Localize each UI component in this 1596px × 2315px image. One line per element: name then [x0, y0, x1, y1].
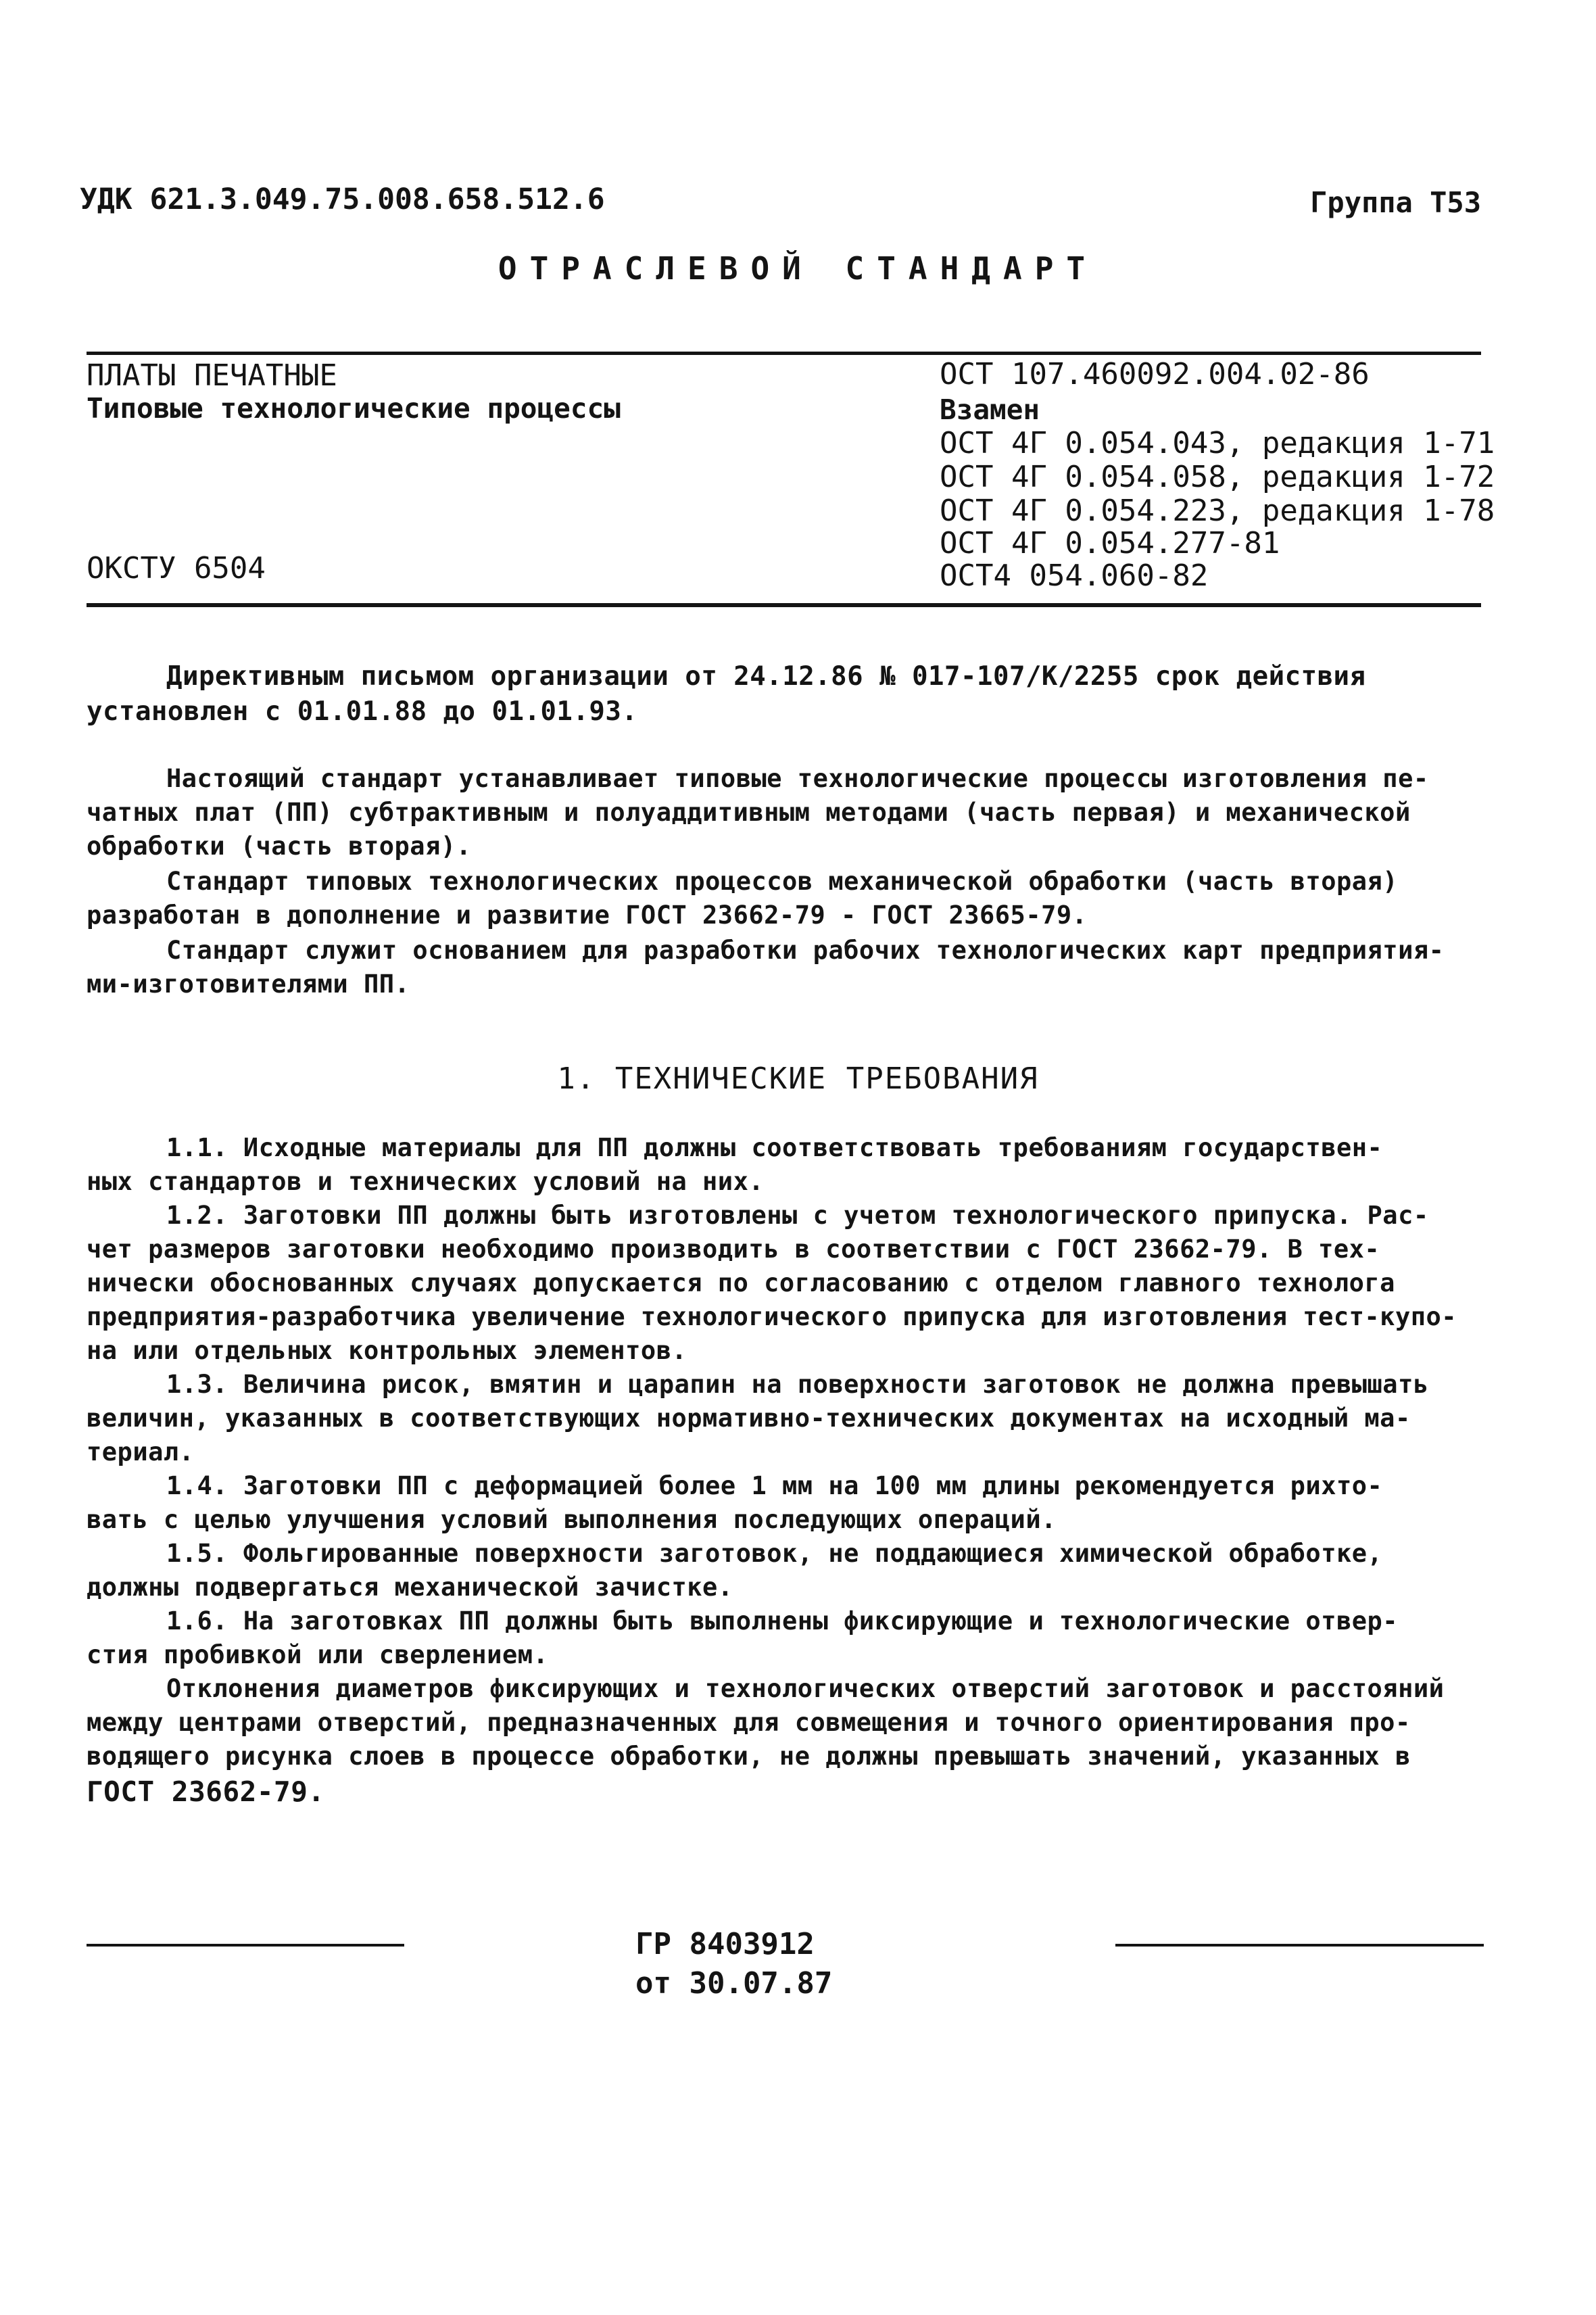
- directive-line: установлен с 01.01.88 до 01.01.93.: [87, 696, 638, 727]
- requirement-line: должны подвергаться механической зачистке.: [87, 1573, 733, 1602]
- intro-line: обработки (часть вторая).: [87, 832, 472, 861]
- group-code: Группа Т53: [1310, 186, 1481, 219]
- replaced-ost: ОСТ 4Г 0.054.223, редакция 1-78: [940, 494, 1495, 528]
- requirement-line: териал.: [87, 1437, 195, 1466]
- directive-line: Директивным письмом организации от 24.12.86 № 017-107/К/2255 срок действия: [166, 661, 1366, 692]
- requirement-line: вать с целью улучшения условий выполнения последующих операций.: [87, 1505, 1057, 1534]
- requirement-line: стия пробивкой или сверлением.: [87, 1640, 549, 1669]
- requirement-line: 1.3. Величина рисок, вмятин и царапин на поверхности заготовок не должна превышать: [166, 1370, 1429, 1399]
- intro-line: Стандарт служит основанием для разработки рабочих технологических карт предприятия-: [166, 936, 1445, 965]
- requirement-line: 1.2. Заготовки ПП должны быть изготовлены с учетом технологического припуска. Рас-: [166, 1201, 1429, 1230]
- replaced-ost: ОСТ4 054.060-82: [940, 558, 1209, 593]
- footer-rule-left: [87, 1944, 404, 1947]
- top-rule: [87, 352, 1481, 355]
- intro-line: разработан в дополнение и развитие ГОСТ 23662-79 - ГОСТ 23665-79.: [87, 901, 1088, 930]
- product-name: ПЛАТЫ ПЕЧАТНЫЕ: [87, 358, 337, 393]
- standard-title: ОТРАСЛЕВОЙ СТАНДАРТ: [498, 250, 1098, 287]
- udk-code: УДК 621.3.049.75.008.658.512.6: [80, 183, 605, 216]
- footer-rule-right: [1115, 1944, 1484, 1947]
- replaces-label: Взамен: [940, 393, 1040, 426]
- requirement-line: нически обоснованных случаях допускается по согласованию с отделом главного технолога: [87, 1268, 1395, 1297]
- oksty-code: ОКСТУ 6504: [87, 551, 266, 586]
- bottom-rule: [87, 603, 1481, 607]
- requirement-line: чет размеров заготовки необходимо производить в соответствии с ГОСТ 23662-79. В тех-: [87, 1235, 1380, 1264]
- replaced-ost: ОСТ 4Г 0.054.277-81: [940, 526, 1280, 560]
- ost-number: ОСТ 107.460092.004.02-86: [940, 357, 1370, 391]
- section-heading: 1. ТЕХНИЧЕСКИЕ ТРЕБОВАНИЯ: [557, 1061, 1039, 1096]
- requirement-line: между центрами отверстий, предназначенных для совмещения и точного ориентирования про-: [87, 1708, 1411, 1737]
- intro-line: Стандарт типовых технологических процессов механической обработки (часть вторая): [166, 867, 1399, 896]
- requirement-line: 1.5. Фольгированные поверхности заготовок, не поддающиеся химической обработке,: [166, 1539, 1383, 1568]
- requirement-line: Отклонения диаметров фиксирующих и технологических отверстий заготовок и расстояний: [166, 1674, 1445, 1703]
- intro-line: ми-изготовителями ПП.: [87, 970, 410, 999]
- requirement-line: водящего рисунка слоев в процессе обработки, не должны превышать значений, указанных в: [87, 1742, 1411, 1771]
- requirement-line: предприятия-разработчика увеличение технологического припуска для изготовления тест-купо-: [87, 1302, 1457, 1331]
- requirement-line: 1.4. Заготовки ПП с деформацией более 1 мм на 100 мм длины рекомендуется рихто-: [166, 1471, 1383, 1500]
- requirement-line: на или отдельных контрольных элементов.: [87, 1336, 687, 1365]
- replaced-ost: ОСТ 4Г 0.054.043, редакция 1-71: [940, 426, 1495, 460]
- requirement-line: ГОСТ 23662-79.: [87, 1775, 325, 1808]
- replaced-ost: ОСТ 4Г 0.054.058, редакция 1-72: [940, 460, 1495, 494]
- product-subtitle: Типовые технологические процессы: [87, 392, 621, 425]
- requirement-line: ных стандартов и технических условий на них.: [87, 1167, 765, 1196]
- requirement-line: величин, указанных в соответствующих нормативно-технических документах на исходный ма-: [87, 1404, 1411, 1433]
- requirement-line: 1.6. На заготовках ПП должны быть выполнены фиксирующие и технологические отвер-: [166, 1606, 1399, 1636]
- registration-number: ГР 8403912: [635, 1927, 815, 1961]
- requirement-line: 1.1. Исходные материалы для ПП должны соответствовать требованиям государствен-: [166, 1133, 1383, 1162]
- intro-line: Настоящий стандарт устанавливает типовые технологические процессы изготовления пе-: [166, 764, 1429, 793]
- registration-date: от 30.07.87: [635, 1966, 833, 2001]
- intro-line: чатных плат (ПП) субтрактивным и полуаддитивным методами (часть первая) и механической: [87, 798, 1411, 827]
